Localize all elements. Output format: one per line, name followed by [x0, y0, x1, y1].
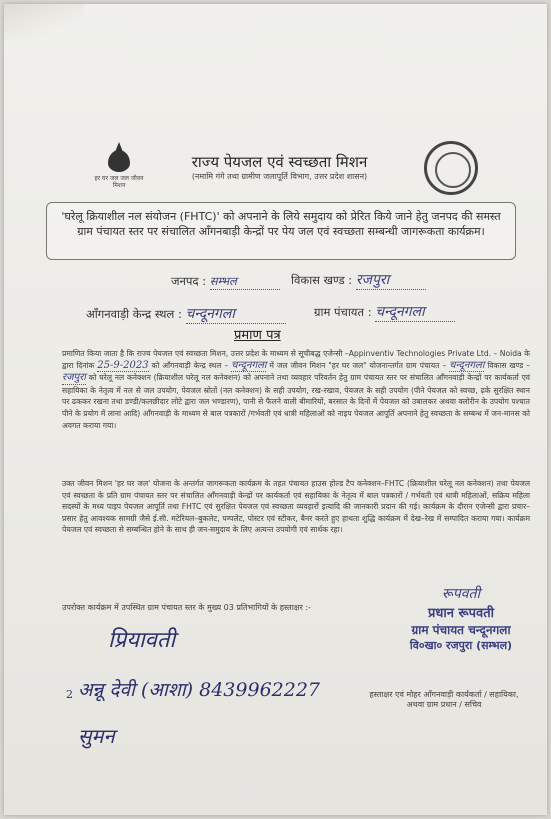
panchayat-value: चन्दूनगला [375, 302, 455, 322]
signature-3: सुमन [78, 724, 115, 748]
participants-note: उपरोक्त कार्यक्रम में उपस्थित ग्राम पंचायत स्तर के मुख्य 03 प्रतिभागियों के हस्ताक्षर :- [62, 603, 311, 612]
signature-1: प्रियावती [108, 628, 176, 653]
event-date: 25-9-2023 [97, 359, 149, 371]
panchayat-field: ग्राम पंचायत : चन्दूनगला [314, 302, 455, 322]
certificate-paragraph-2: उक्त जीवन मिशन 'हर घर जल' योजना के अन्तर्गत जागरूकता कार्यक्रम के तहत पंचायत हाउस होल्ड टैप कनेक्शन–FHTC (क्रियाशील घरेलू नल कनेक्शन) तथा पेयजल एवं स्वच्छता के प्रति ग्राम पंचायत स्तर पर संचालित आँगनवाड़ी केन्द्रों पर कार्यकर्ता एवं सहायिका के नेतृत्व में बाल पत्रकारों / गर्भवती एवं धात्री महिलाओं, सक्रिय महिला सदस्यों के मध्य पाइप पेयजल आपूर्ति तथा FHTC एवं सुरक्षित पेयजल एवं स्वच्छता व्यवहारों इत्यादि की जानकारी प्रदान की गई। कार्यक्रम के दौरान एजेन्सी द्वारा प्रचार–प्रसार हेतु आवश्यक सामग्री जैसे ई.सी. मटेरियल–बुकलेट, पम्पलेट, पोस्टर एवं स्टीकर, बैनर करते हुए हाथता शुद्धि कार्यक्रम में देख–रेख में सम्पादित कराया गया। कार्यक्रम पेयजल एवं स्वच्छता से सम्बन्धित होने के साथ ही जन-समुदाय के लिए अत्यन्त उपयोगी एवं सार्थक रहा। [62, 479, 530, 535]
pradhan-signature: रूपवती [441, 586, 481, 602]
program-banner: 'घरेलू क्रियाशील नल संयोजन (FHTC)' को अपनाने के लिये समुदाय को प्रेरित किये जाने हेतु जनपद की समस्त ग्राम पंचायत स्तर पर संचालित आँगनबाड़ी केन्द्रों पर पेय जल एवं स्वच्छता सम्बन्धी जागरूकता कार्यक्रम। [46, 202, 516, 260]
certificate-title: प्रमाण पत्र [234, 328, 281, 343]
block-value: रजपुरा [356, 270, 426, 290]
certificate-paragraph-1: प्रमाणित किया जाता है कि राज्य पेयजल एवं स्वच्छता मिशन, उत्तर प्रदेश के माध्यम से सूचीबद्ध एजेन्सी –Appinventiv Technologies Private Ltd. – Noida के द्वारा दिनांक 25-9-2023 को आँगनवाड़ी केन्द्र स्थल – चन्दूनगला में जल जीवन मिशन "हर घर जल" योजनान्तर्गत ग्राम पंचायत – चन्दूनगला विकास खण्ड – रजपुरा को घरेलू नल कनेक्शन (क्रियाशील घरेलू नल कनेक्शन) को अपनाने तथा व्यवहार परिवर्तन हेतु ग्राम पंचायत स्तर पर संचालित आँगनवाड़ी केन्द्रों पर कार्यकर्ता एवं सहायिका के नेतृत्व में नल से जल उपयोग, पेयजल स्रोतों (नल कनेक्शन) के सही उपयोग, रख-रखाव, पेयजल के सही उपयोग (पीने पेयजल को स्वच्छ, ढ़के सुरक्षित स्थान पर ढककर रखना तथा डण्डी/कलछीदार लोटे द्वारा जल भण्डारण), पानी से फैलने वाली बीमारियों, बरसात के दिनों में पेयजल को उबालकर अथवा क्लोरीन के उपयोग पश्चात पीने के प्रयोग में लाना आदि) आँगनवाड़ी के माध्यम से बाल पत्रकारों /गर्भवती एवं धात्री महिलाओं को नाइप पेयजल आपूर्ति अपनाने हेतु स्वच्छता के सम्बन्ध में जन-मानस को अवगत कराया गया। [62, 349, 530, 430]
up-government-emblem-icon [424, 141, 478, 195]
district-value: सम्भल [210, 274, 280, 290]
signature-2-number: 2 [66, 688, 73, 701]
anganwadi-value: चन्दूनगला [186, 304, 286, 324]
org-subtitle: (नमामि गंगे तथा ग्रामीण जलापूर्ति विभाग, उत्तर प्रदेश शासन) [191, 172, 368, 181]
block-field: विकास खण्ड : रजपुरा [291, 270, 426, 290]
org-title: राज्य पेयजल एवं स्वच्छता मिशन [191, 153, 368, 171]
anganwadi-field: आँगनवाड़ी केन्द्र स्थल : चन्दूनगला [86, 304, 286, 324]
paper-fold [4, 4, 84, 40]
logo-caption: हर घर जल जल जीवन मिशन [94, 175, 144, 189]
signature-footer: हस्ताक्षर एवं मोहर आँगनवाड़ी कार्यकर्ता / सहायिका, अथवा ग्राम प्रधान / सचिव [369, 690, 519, 709]
district-field: जनपद : सम्भल [171, 274, 280, 290]
pradhan-stamp: रूपवती प्रधान रूपवती ग्राम पंचायत चन्दूनगला वि०खा० रजपुरा (सम्भल) [386, 584, 536, 653]
certificate-page [4, 4, 547, 815]
signature-2: अन्नू देवी (आशा) 8439962227 [78, 679, 321, 701]
